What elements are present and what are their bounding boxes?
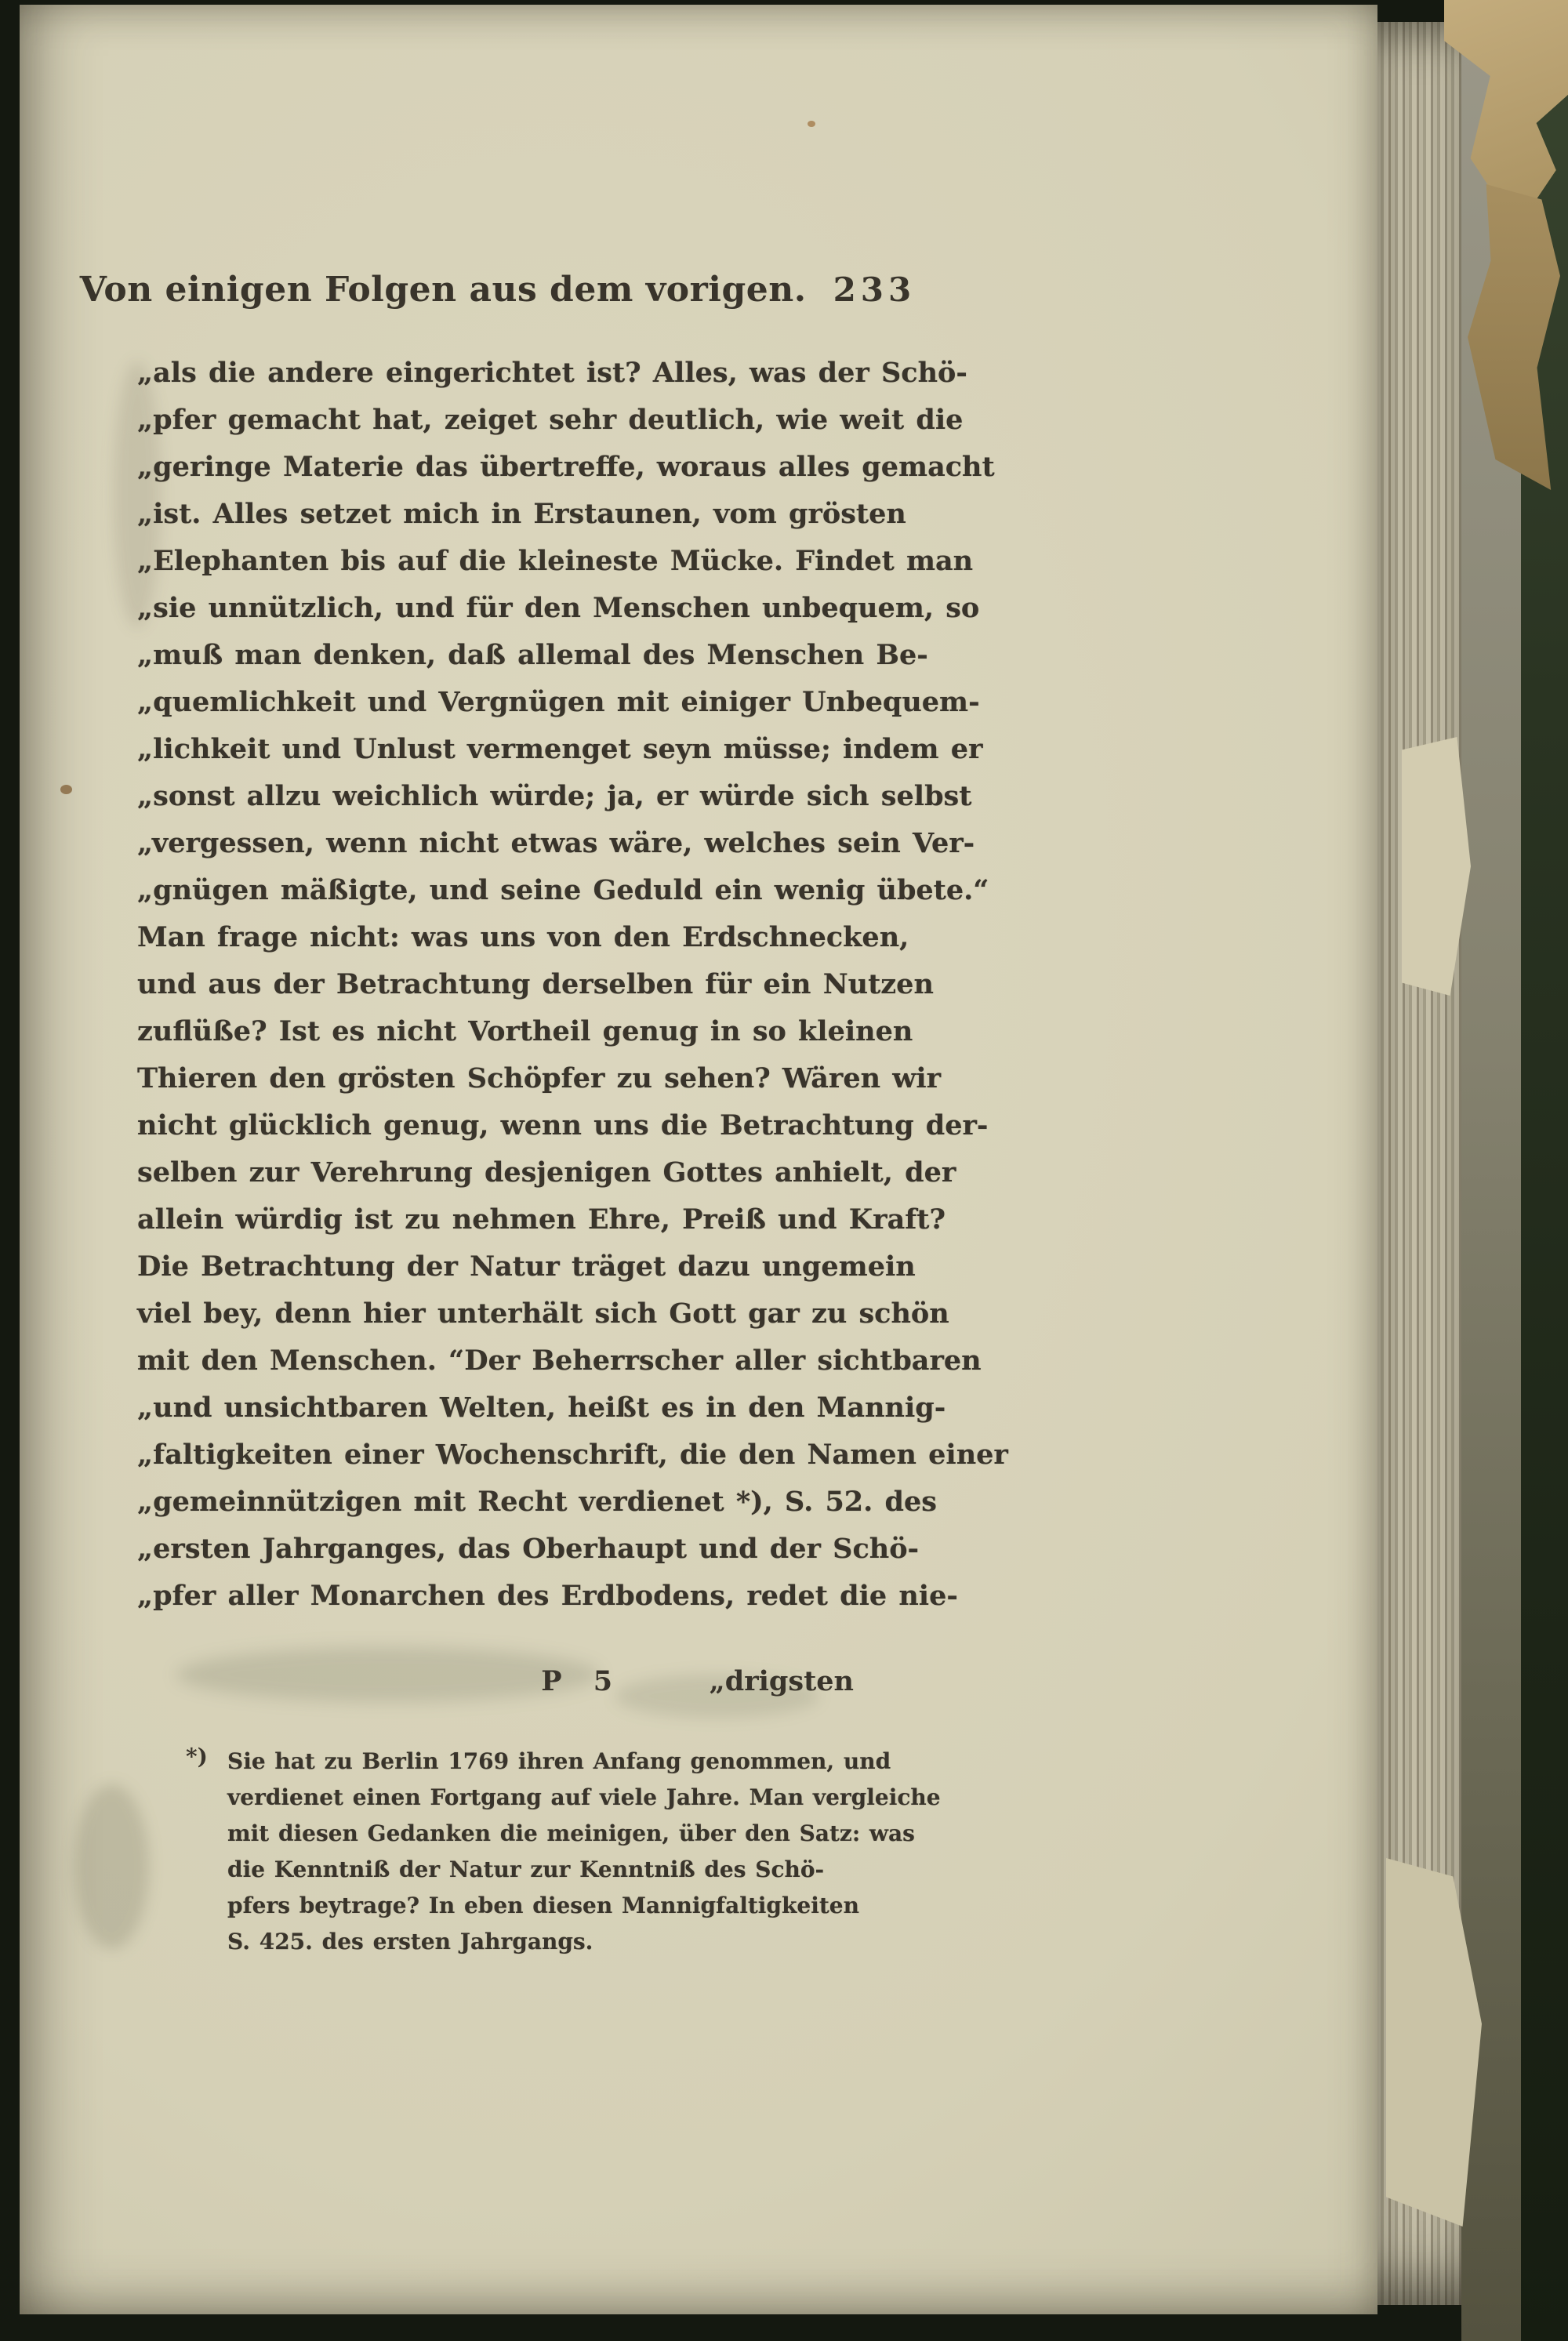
footnote-lines [227, 1744, 941, 1960]
text-line: „ersten Jahrganges, das Oberhaupt und der Schö- [137, 1533, 920, 1565]
book-page [20, 5, 1377, 2314]
text-line: „vergessen, wenn nicht etwas wäre, welches sein Ver- [137, 827, 975, 859]
text-line: viel bey, denn hier unterhält sich Gott gar zu schön [137, 1298, 949, 1330]
footnote [137, 1744, 941, 1960]
footnote-line: Sie hat zu Berlin 1769 ihren Anfang genommen, und [227, 1748, 891, 1774]
paper-speck [808, 121, 815, 127]
text-line: selben zur Verehrung desjenigen Gottes anhielt, der [137, 1156, 956, 1189]
text-line: „sie unnützlich, und für den Menschen unbequem, so [137, 592, 980, 624]
text-line: „gemeinnützigen mit Recht verdienet *), S. 52. des [137, 1486, 937, 1518]
text-line: „muß man denken, daß allemal des Menschen Be- [137, 639, 928, 671]
footnote-marker: *) [186, 1744, 208, 1769]
running-title: Von einigen Folgen aus dem vorigen. [79, 270, 807, 310]
text-line: „geringe Materie das übertreffe, woraus alles gemacht [137, 451, 995, 483]
page-number: 233 [833, 270, 916, 309]
running-header [79, 270, 916, 310]
text-line: allein würdig ist zu nehmen Ehre, Preiß und Kraft? [137, 1203, 946, 1236]
text-line: „lichkeit und Unlust vermenget seyn müsse; indem er [137, 733, 983, 765]
text-line: und aus der Betrachtung derselben für ein Nutzen [137, 968, 934, 1000]
footnote-line: pfers beytrage? In eben diesen Mannigfaltigkeiten [227, 1893, 859, 1918]
body-text [137, 350, 1008, 1620]
text-line: „und unsichtbaren Welten, heißt es in den Mannig- [137, 1392, 946, 1424]
text-line: Thieren den grösten Schöpfer zu sehen? Wären wir [137, 1062, 942, 1094]
footnote-line: die Kenntniß der Natur zur Kenntniß des Schö- [227, 1856, 825, 1882]
signature-row [137, 1665, 858, 1712]
text-line: zuflüße? Ist es nicht Vortheil genug in so kleinen [137, 1015, 913, 1047]
text-line: „sonst allzu weichlich würde; ja, er würde sich selbst [137, 780, 972, 812]
footnote-line: S. 425. des ersten Jahrgangs. [227, 1929, 593, 1954]
text-line: „ist. Alles setzet mich in Erstaunen, vom grösten [137, 498, 906, 530]
paper-speck [60, 785, 72, 794]
text-line: „als die andere eingerichtet ist? Alles, was der Schö- [137, 357, 967, 389]
signature-mark: P 5 [541, 1665, 624, 1697]
text-line: „quemlichkeit und Vergnügen mit einiger Unbequem- [137, 686, 980, 718]
text-line: „gnügen mäßigte, und seine Geduld ein wenig übete.“ [137, 874, 989, 906]
text-line: „pfer aller Monarchen des Erdbodens, redet die nie- [137, 1580, 958, 1612]
text-line: Man frage nicht: was uns von den Erdschnecken, [137, 921, 909, 953]
text-line: „Elephanten bis auf die kleineste Mücke. Findet man [137, 545, 974, 577]
text-line: Die Betrachtung der Natur träget dazu ungemein [137, 1250, 916, 1283]
text-line: mit den Menschen. “Der Beherrscher aller sichtbaren [137, 1345, 982, 1377]
text-line: „pfer gemacht hat, zeiget sehr deutlich, wie weit die [137, 404, 964, 436]
text-line: nicht glücklich genug, wenn uns die Betrachtung der- [137, 1109, 989, 1141]
footnote-line: mit diesen Gedanken die meinigen, über den Satz: was [227, 1820, 915, 1846]
text-line: „faltigkeiten einer Wochenschrift, die den Namen einer [137, 1439, 1008, 1471]
footnote-line: verdienet einen Fortgang auf viele Jahre. Man vergleiche [227, 1784, 941, 1810]
catchword: „drigsten [709, 1665, 854, 1697]
